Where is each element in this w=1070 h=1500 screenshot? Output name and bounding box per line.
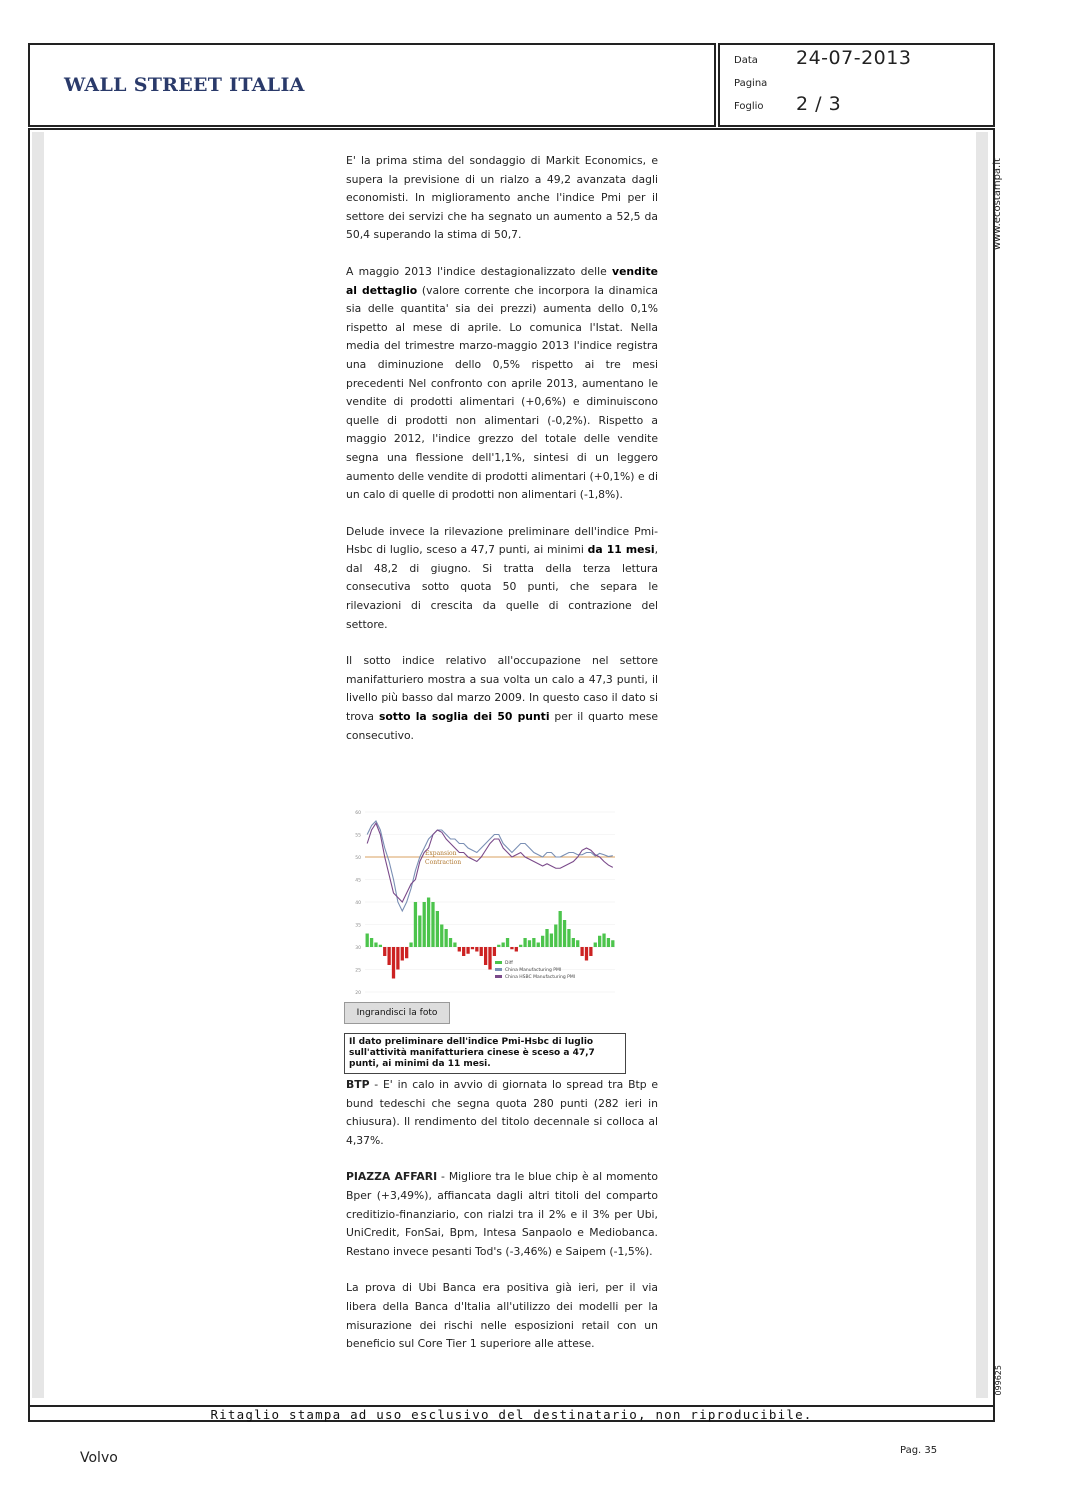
y-tick-label: 45 — [355, 878, 361, 884]
diff-bar — [471, 947, 474, 949]
chart-caption: Il dato preliminare dell'indice Pmi-Hsbc di luglio sull'attività manifatturiera cinese è sceso a 47,7 punti, ai minimi da 11 mesi. — [344, 1033, 626, 1074]
pmi-chart — [343, 806, 625, 998]
diff-bar — [611, 940, 614, 947]
diff-bar — [607, 938, 610, 947]
diff-bar — [484, 947, 487, 965]
y-axis-ticks — [355, 810, 361, 996]
diff-bar — [431, 902, 434, 947]
y-tick-label: 55 — [355, 833, 361, 839]
sheet-value: 2 / 3 — [796, 93, 842, 115]
diff-bar — [576, 940, 579, 947]
paragraph-retail-sales: A maggio 2013 l'indice destagionalizzato delle vendite al dettaglio (valore corrente che incorpora la dinamica sia delle quantita' sia dei prezzi) aumenta dello 0,1% rispetto al mese di aprile. Lo comunica l'Istat. Nella media del trimestre marzo-maggio 2013 l'indice registra una diminuzione dello 0,5% rispetto ai tre mesi precedenti Nel confronto con aprile 2013, aumentano le vendite di prodotti alimentari (+0,6%) e diminuiscono quelle di prodotti non alimentari (-0,2%). Rispetto a maggio 2012, l'indice grezzo del totale delle vendite segna una flessione dell'1,1%, sintesi di un leggero aumento delle vendite di prodotti alimentari (+0,1%) e di un calo di quelle di prodotti non alimentari (-1,8%). — [346, 264, 659, 502]
retail-sales-link[interactable]: vendite al dettaglio — [346, 264, 658, 297]
diff-bar — [418, 916, 421, 948]
diff-bar — [554, 925, 557, 948]
legend-swatch — [495, 975, 502, 978]
legend-label: Diff — [505, 961, 513, 966]
diff-bar — [409, 943, 412, 948]
diff-bar — [462, 947, 465, 956]
diff-bar — [598, 936, 601, 947]
page-label: Pagina — [734, 78, 768, 89]
diff-bar — [537, 943, 540, 948]
diff-bar — [567, 929, 570, 947]
diff-bar — [523, 938, 526, 947]
diff-bar — [488, 947, 491, 970]
diff-bar — [453, 943, 456, 948]
diff-bar — [550, 934, 553, 948]
publication-logo: WALL STREET ITALIA — [64, 74, 305, 96]
contraction-label: Contraction — [425, 859, 462, 866]
left-margin-band — [32, 132, 44, 1398]
diff-bar — [449, 938, 452, 947]
diff-bar — [519, 945, 522, 947]
diff-bar — [528, 940, 531, 947]
diff-bar — [379, 945, 382, 947]
diff-bar — [545, 929, 548, 947]
legend-label: China Manufacturing PMI — [505, 968, 562, 973]
diff-bar — [440, 925, 443, 948]
diff-bar — [589, 947, 592, 956]
diff-bar — [515, 947, 518, 952]
diff-bar — [366, 934, 369, 948]
diff-bar — [414, 902, 417, 947]
article-column — [346, 152, 658, 745]
diff-bar — [502, 943, 505, 948]
page-number: Pag. 35 — [900, 1445, 938, 1456]
y-tick-label: 30 — [355, 946, 361, 951]
sheet-label: Foglio — [734, 101, 764, 112]
client-name: Volvo — [80, 1450, 118, 1466]
paragraph-employment: Il sotto indice relativo all'occupazione nel settore manifatturiero mostra a sua volta un calo a 47,3 punti, il livello più basso dal marzo 2009. In questo caso il dato si trova sotto la soglia dei 50 punti per il quarto mese consecutivo. — [346, 654, 658, 742]
y-tick-label: 20 — [355, 991, 361, 996]
diff-bar — [401, 947, 404, 961]
diff-bar — [444, 929, 447, 947]
diff-bar — [405, 947, 408, 958]
diff-bar — [585, 947, 588, 961]
legend-label: China HSBC Manufacturing PMI — [505, 975, 576, 980]
diff-bar — [392, 947, 395, 979]
y-tick-label: 40 — [355, 901, 361, 906]
y-tick-label: 25 — [355, 968, 361, 974]
paragraph-btp: BTP - E' in calo in avvio di giornata lo spread tra Btp e bund tedeschi che segna quota 280 punti (282 ieri in chiusura). Il rendimento del titolo decennale si colloca al 4,37%. — [346, 1078, 658, 1147]
diff-bar — [436, 911, 439, 947]
y-tick-label: 50 — [355, 856, 361, 861]
diff-bar — [387, 947, 390, 965]
diff-bar — [383, 947, 386, 956]
diff-bar — [396, 947, 399, 970]
article-column-lower — [346, 1076, 658, 1354]
side-code: 099625 — [994, 1365, 1003, 1396]
diff-bar — [594, 943, 597, 948]
legend-swatch — [495, 968, 502, 971]
diff-bar — [493, 947, 496, 956]
date-label: Data — [734, 55, 758, 66]
diff-bar — [506, 938, 509, 947]
y-tick-label: 35 — [355, 923, 361, 929]
right-margin-band — [976, 132, 988, 1398]
diff-bar — [374, 943, 377, 948]
diff-bar — [475, 947, 478, 952]
date-value: 24-07-2013 — [796, 47, 912, 69]
diff-bar — [466, 947, 469, 954]
diff-bar — [559, 911, 562, 947]
diff-bar — [497, 945, 500, 947]
diff-bar — [510, 947, 513, 949]
header-meta-box — [718, 43, 995, 127]
diff-bar — [602, 934, 605, 948]
diff-bar — [458, 947, 461, 952]
diff-bar — [480, 947, 483, 956]
expansion-label: Expansion — [425, 850, 457, 857]
diff-bar — [532, 938, 535, 947]
paragraph-pmi-estimate: E' la prima stima del sondaggio di Markit Economics, e supera la previsione di un rialzo a 49,2 avanzata dagli economisti. In miglioramento anche l'indice Pmi per il settore dei servizi che ha segnato un aumento a 52,5 da 50,4 superando la stima di 50,7. — [346, 154, 658, 242]
diff-bar — [423, 902, 426, 947]
diff-bar — [427, 898, 430, 948]
diff-bar — [541, 936, 544, 947]
side-url: www.ecostampa.it — [992, 158, 1003, 250]
diff-bar — [572, 938, 575, 947]
paragraph-ubi-banca: La prova di Ubi Banca era positiva già ieri, per il via libera della Banca d'Italia all'utilizzo dei modelli per la misurazione dei rischi nelle esposizioni retail con un beneficio sul Core Tier 1 superiore alle attese. — [346, 1281, 658, 1351]
legend-swatch — [495, 961, 502, 964]
diff-bar — [580, 947, 583, 956]
enlarge-photo-button[interactable]: Ingrandisci la foto — [344, 1002, 450, 1024]
diff-bar — [370, 938, 373, 947]
diff-bar — [563, 920, 566, 947]
footer-notice: Ritaglio stampa ad uso esclusivo del destinatario, non riproducibile. — [210, 1407, 813, 1422]
paragraph-piazza-affari: PIAZZA AFFARI - Migliore tra le blue chip è al momento Bper (+3,49%), affiancata dagli altri titoli del comparto creditizio-finanziario, con rialzi tra il 2% e il 3% per Ubi, UniCredit, FonSai, Bpm, Intesa Sanpaolo e Mediobanca. Restano invece pesanti Tod's (-3,46%) e Saipem (-1,5%). — [346, 1170, 658, 1258]
y-tick-label: 60 — [355, 811, 361, 816]
paragraph-pmi-hsbc: Delude invece la rilevazione preliminare dell'indice Pmi-Hsbc di luglio, sceso a 47,7 punti, ai minimi da 11 mesi, dal 48,2 di giugno. Si tratta della terza lettura consecutiva sotto quota 50 punti, che separa le rilevazioni di crescita da quelle di contrazione del settore. — [346, 524, 659, 631]
